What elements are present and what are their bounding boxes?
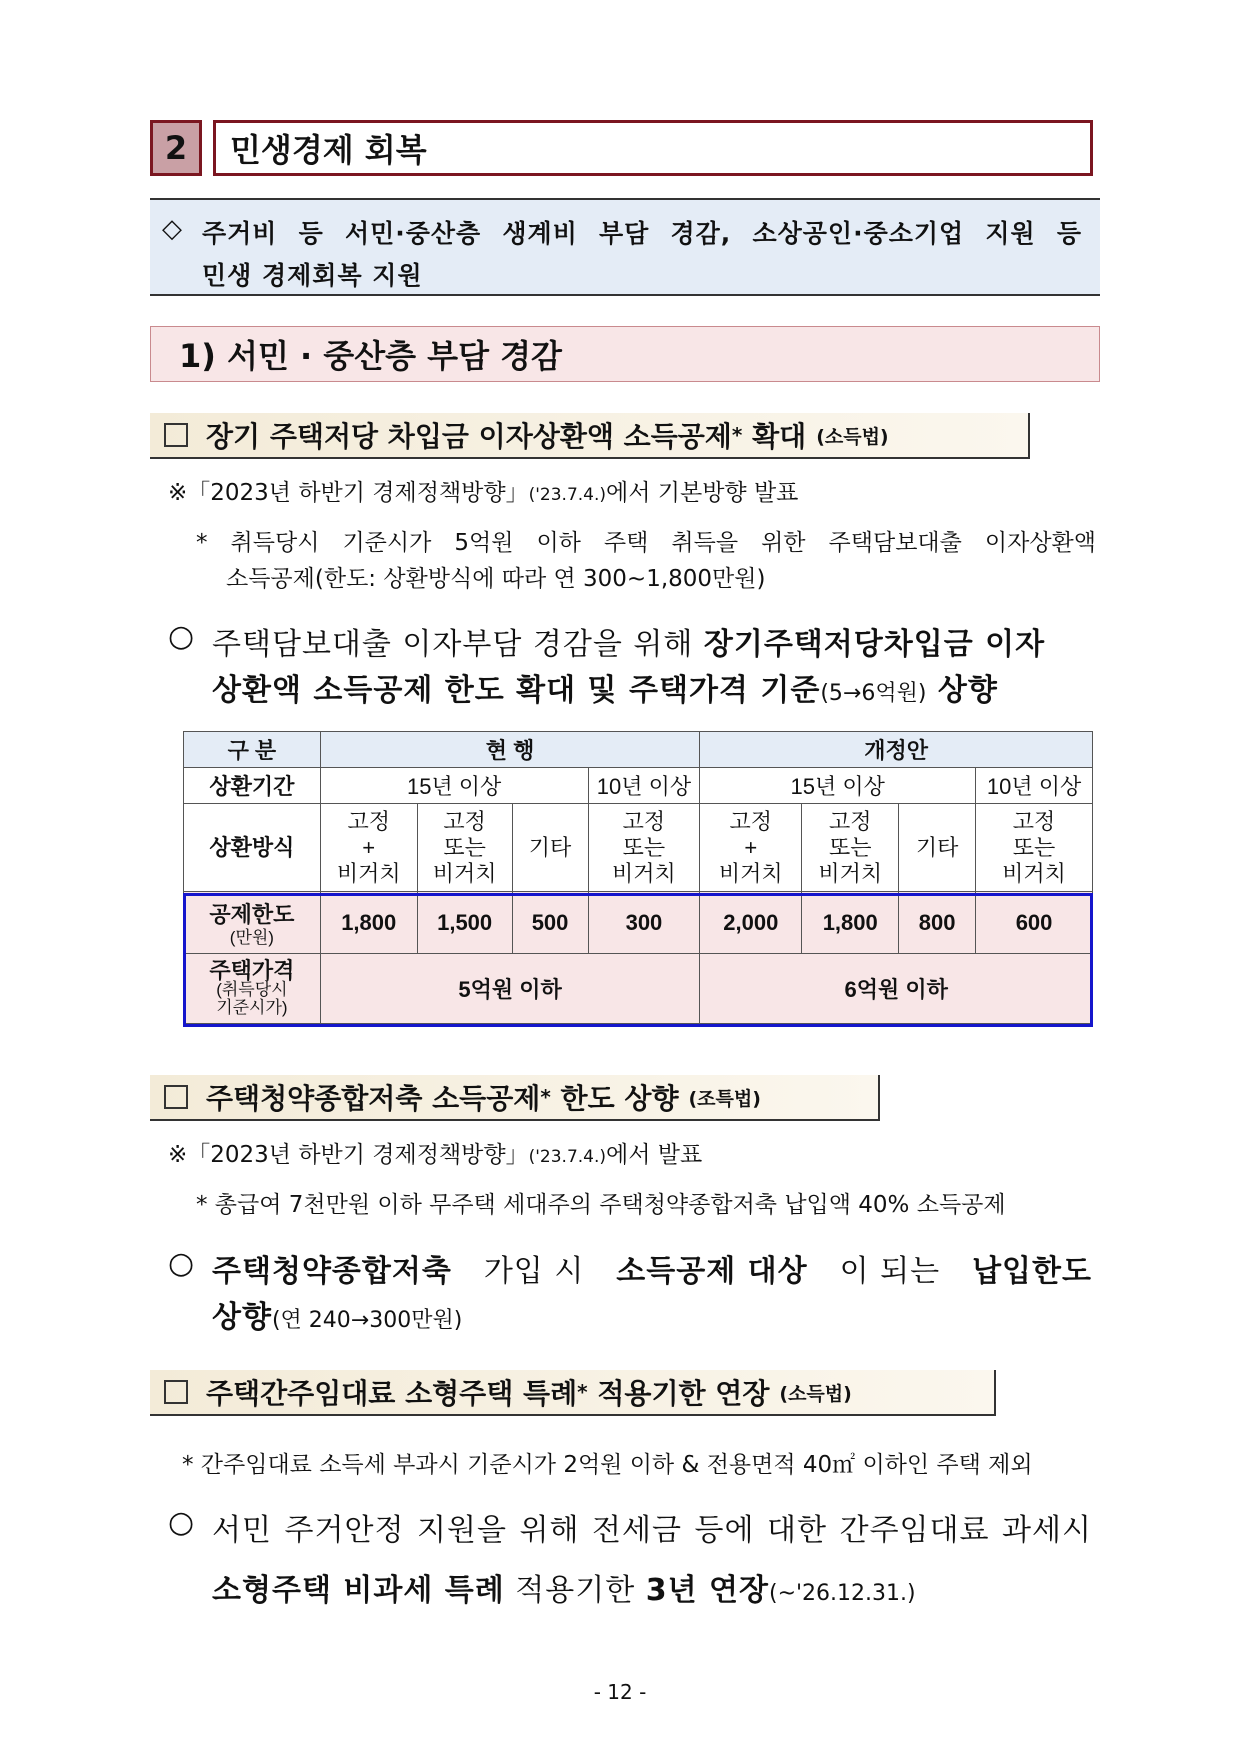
item1-footnote-line-1: * 취득당시 기준시가 5억원 이하 주택 취득을 위한 주택담보대출 이자상환액 xyxy=(196,530,1096,556)
subsection-title: 1) 서민 · 중산층 부담 경감 xyxy=(150,326,1100,382)
item2-title: 주택청약종합저축 소득공제 xyxy=(206,1082,541,1115)
limit-value: 1,500 xyxy=(417,892,512,954)
method-fixed-or: 고정 또는 비거치 xyxy=(976,804,1093,892)
para-text: 주택담보대출 이자부담 경감을 위해 xyxy=(212,627,704,662)
item2-ref-prefix: ※「2023년 하반기 경제정책방향」 xyxy=(168,1142,529,1168)
para-bold: 소득공제 대상 xyxy=(616,1254,808,1289)
item1-footnote-line-2: 소득공제(한도: 상환방식에 따라 연 300~1,800만원) xyxy=(226,566,766,592)
para-text: 적용기한 xyxy=(504,1573,646,1608)
item2-title-end: 한도 상향 xyxy=(560,1082,679,1115)
item1-paragraph-bullet: ○ xyxy=(168,619,196,654)
diamond-bullet-icon: ◇ xyxy=(162,214,182,244)
table-row-limit xyxy=(184,892,1093,954)
method-fixed-or: 고정 또는 비거치 xyxy=(802,804,899,892)
para-small: (~'26.12.31.) xyxy=(768,1581,916,1606)
method-fixed-plus: 고정 + 비거치 xyxy=(700,804,802,892)
para-small: (연 240→300만원) xyxy=(271,1308,463,1333)
item3-title-end: 적용기한 연장 xyxy=(597,1377,770,1410)
summary-line-2: 민생 경제회복 지원 xyxy=(202,261,423,290)
period-15-current: 15년 이상 xyxy=(320,768,588,804)
method-fixed-or: 고정 또는 비거치 xyxy=(417,804,512,892)
item2-reference xyxy=(168,1136,702,1169)
item2-law: (조특법) xyxy=(688,1087,761,1110)
item3-header xyxy=(150,1370,996,1416)
limit-value: 500 xyxy=(512,892,588,954)
period-10-revised: 10년 이상 xyxy=(976,768,1093,804)
item2-footnote: * 총급여 7천만원 이하 무주택 세대주의 주택청약종합저축 납입액 40% 소득공제 xyxy=(196,1192,1006,1218)
limit-value: 2,000 xyxy=(700,892,802,954)
checkbox-square-icon xyxy=(164,423,188,447)
checkbox-square-icon xyxy=(164,1380,188,1404)
item3-title: 주택간주임대료 소형주택 특례 xyxy=(206,1377,578,1410)
item1-ref-date: ('23.7.4.) xyxy=(528,485,607,505)
checkbox-square-icon xyxy=(164,1085,188,1109)
item3-paragraph-bullet: ○ xyxy=(168,1505,196,1540)
limit-value: 800 xyxy=(899,892,976,954)
footnote-star: * xyxy=(731,423,743,447)
price-current: 5억원 이하 xyxy=(320,954,700,1024)
item1-title-end: 확대 xyxy=(752,420,807,453)
item1-law: (소득법) xyxy=(816,425,889,448)
para-text: 이 되는 xyxy=(839,1254,941,1289)
price-label: 주택가격 (취득당시 기준시가) xyxy=(184,954,321,1024)
method-label: 상환방식 xyxy=(184,804,321,892)
para-small: (5→6억원) xyxy=(820,681,927,706)
method-fixed-plus: 고정 + 비거치 xyxy=(320,804,417,892)
para-bold: 장기주택저당차입금 이자 xyxy=(703,627,1046,662)
para-bold: 상향 xyxy=(212,1300,272,1335)
limit-value: 1,800 xyxy=(320,892,417,954)
item1-title: 장기 주택저당 차입금 이자상환액 소득공제 xyxy=(206,420,732,453)
method-fixed-or: 고정 또는 비거치 xyxy=(588,804,700,892)
method-other: 기타 xyxy=(899,804,976,892)
para-bold: 상환액 소득공제 한도 확대 및 주택가격 기준 xyxy=(212,673,821,708)
page-number: - 12 - xyxy=(593,1680,647,1704)
para-bold: 3년 연장 xyxy=(645,1573,769,1608)
item1-ref-suffix: 에서 기본방향 발표 xyxy=(606,480,799,506)
item2-paragraph-bullet: ○ xyxy=(168,1246,196,1281)
limit-value: 1,800 xyxy=(802,892,899,954)
header-revised: 개정안 xyxy=(700,732,1093,768)
item3-paragraph-line-2 xyxy=(212,1565,916,1609)
summary-line-1: 주거비 등 서민·중산층 생계비 부담 경감, 소상공인·중소기업 지원 등 xyxy=(202,219,1082,248)
item1-paragraph-line-1 xyxy=(212,619,1045,663)
para-text: 가입 시 xyxy=(483,1254,585,1289)
section-title: 민생경제 회복 xyxy=(213,120,1093,176)
section-number: 2 xyxy=(150,120,202,176)
para-bold: 납입한도 xyxy=(972,1254,1092,1289)
footnote-star: * xyxy=(540,1085,551,1109)
item3-law: (소득법) xyxy=(779,1382,852,1405)
table-row xyxy=(184,768,1093,804)
table-row-price xyxy=(184,954,1093,1024)
item2-header xyxy=(150,1075,880,1121)
header-current: 현 행 xyxy=(320,732,700,768)
item1-header xyxy=(150,413,1030,459)
item2-paragraph-line-1 xyxy=(212,1246,1092,1290)
item1-ref-prefix: ※「2023년 하반기 경제정책방향」 xyxy=(168,480,529,506)
item2-paragraph-line-2 xyxy=(212,1292,462,1336)
limit-label: 공제한도 (만원) xyxy=(184,892,321,954)
period-10-current: 10년 이상 xyxy=(588,768,700,804)
header-label: 구 분 xyxy=(184,732,321,768)
item2-ref-date: ('23.7.4.) xyxy=(528,1147,607,1167)
para-bold: 상향 xyxy=(926,673,998,708)
item3-paragraph-line-1: 서민 주거안정 지원을 위해 전세금 등에 대한 간주임대료 과세시 xyxy=(212,1513,1092,1548)
table-header-row xyxy=(184,732,1093,768)
para-bold: 소형주택 비과세 특례 xyxy=(212,1573,505,1608)
summary-box xyxy=(150,198,1100,296)
period-15-revised: 15년 이상 xyxy=(700,768,976,804)
period-label: 상환기간 xyxy=(184,768,321,804)
item2-ref-suffix: 에서 발표 xyxy=(606,1142,703,1168)
table-row xyxy=(184,804,1093,892)
method-other: 기타 xyxy=(512,804,588,892)
deduction-table xyxy=(183,731,1093,1024)
price-revised: 6억원 이하 xyxy=(700,954,1093,1024)
para-bold: 주택청약종합저축 xyxy=(212,1254,452,1289)
limit-value: 300 xyxy=(588,892,700,954)
item1-reference xyxy=(168,474,798,507)
footnote-star: * xyxy=(577,1380,588,1404)
item3-footnote: * 간주임대료 소득세 부과시 기준시가 2억원 이하 & 전용면적 40㎡ 이하인 주택 제외 xyxy=(182,1452,1033,1478)
item1-paragraph-line-2 xyxy=(212,665,998,709)
limit-value: 600 xyxy=(976,892,1093,954)
